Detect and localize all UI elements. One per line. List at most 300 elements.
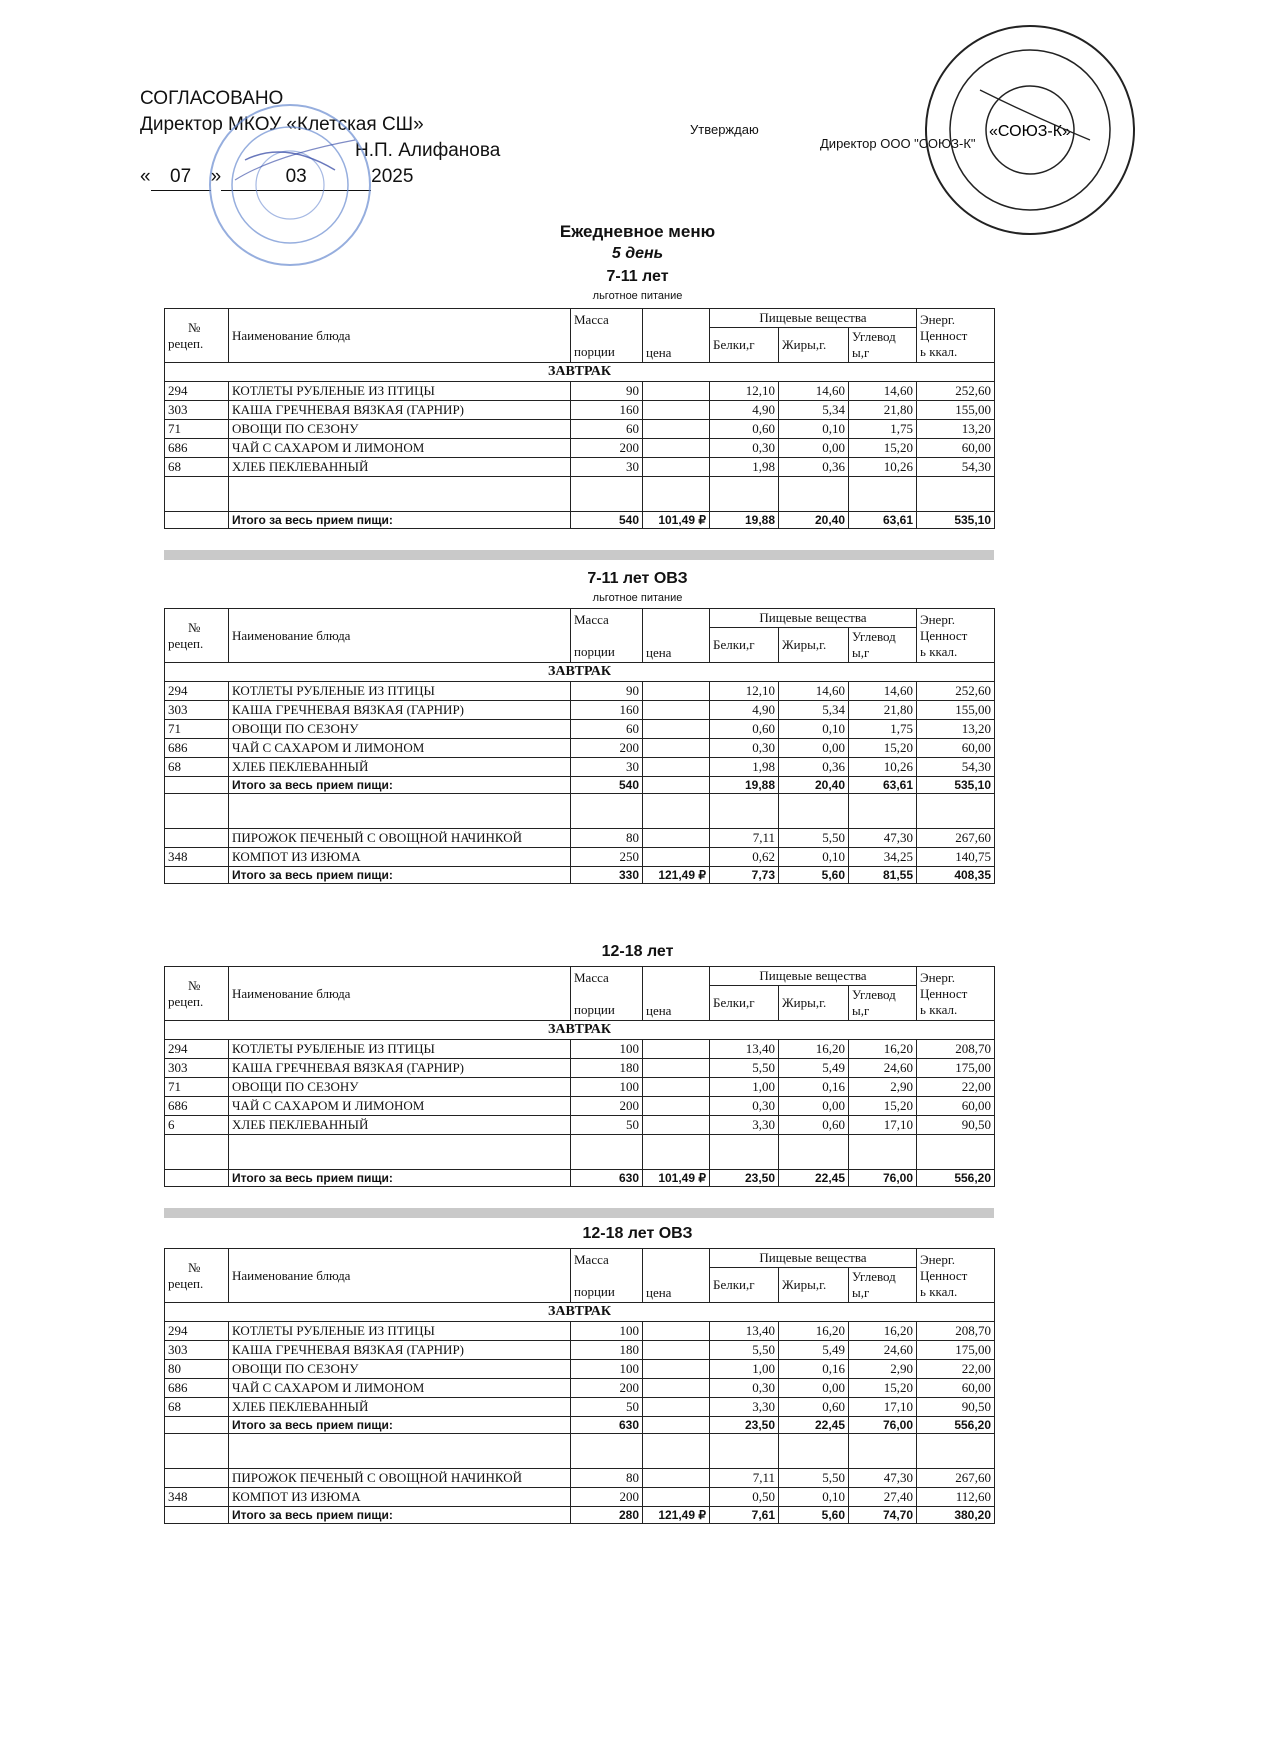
- col-mass-line1: Масса: [574, 611, 609, 627]
- table-row: [165, 682, 995, 701]
- total-spacer-cell: [165, 512, 229, 529]
- extra-total-row: [165, 867, 995, 884]
- blank-cell: [571, 477, 643, 512]
- total-mass: 540: [571, 512, 643, 529]
- col-fat-header: Жиры,г.: [779, 328, 849, 363]
- table-row: [165, 1097, 995, 1116]
- blank-cell: [643, 477, 710, 512]
- total-carb: 63,61: [849, 512, 917, 529]
- meal-row: [165, 663, 995, 682]
- price-cell: [643, 439, 710, 458]
- col-name-header: Наименование блюда: [229, 967, 571, 1021]
- total-spacer-cell: [165, 1170, 229, 1187]
- total-energy: 535,10: [917, 777, 995, 794]
- col-protein-header: Белки,г: [710, 1268, 779, 1303]
- price-cell: [643, 1322, 710, 1341]
- blank-cell: [165, 1434, 229, 1469]
- recipe-number-cell: 71: [165, 720, 229, 739]
- fat-cell: 14,60: [779, 682, 849, 701]
- portion-mass-cell: 200: [571, 1379, 643, 1398]
- total-spacer-cell: [165, 1507, 229, 1524]
- col-mass-line2: порции: [574, 343, 615, 359]
- table-row: [165, 848, 995, 867]
- recipe-number-cell: 68: [165, 458, 229, 477]
- col-rec-header: [165, 609, 229, 663]
- col-carb-line1: Углевод: [852, 1269, 896, 1284]
- blank-row: [165, 1434, 995, 1469]
- protein-cell: 1,00: [710, 1360, 779, 1379]
- price-cell: [643, 1116, 710, 1135]
- portion-mass-cell: 80: [571, 1469, 643, 1488]
- col-energy-line3: ь ккал.: [920, 643, 958, 659]
- date-month: 03: [221, 164, 371, 191]
- total-protein: 19,88: [710, 777, 779, 794]
- recipe-number-cell: 68: [165, 1398, 229, 1417]
- recipe-number-cell: 68: [165, 758, 229, 777]
- recipe-number-cell: 294: [165, 1322, 229, 1341]
- energy-cell: 60,00: [917, 1379, 995, 1398]
- portion-mass-cell: 180: [571, 1341, 643, 1360]
- carb-cell: 24,60: [849, 1341, 917, 1360]
- blank-cell: [643, 1135, 710, 1170]
- price-cell: [643, 1488, 710, 1507]
- carb-cell: 16,20: [849, 1040, 917, 1059]
- protein-cell: 7,11: [710, 829, 779, 848]
- blank-cell: [229, 1135, 571, 1170]
- blank-cell: [710, 1434, 779, 1469]
- blank-cell: [710, 1135, 779, 1170]
- portion-mass-cell: 250: [571, 848, 643, 867]
- energy-cell: 90,50: [917, 1398, 995, 1417]
- col-mass-line2: порции: [574, 1283, 615, 1299]
- total-spacer-cell: [165, 1417, 229, 1434]
- price-cell: [643, 701, 710, 720]
- table-extra-body-2: [165, 829, 995, 867]
- fat-cell: 0,00: [779, 1379, 849, 1398]
- total-protein: 7,61: [710, 1507, 779, 1524]
- total-mass: 540: [571, 777, 643, 794]
- total-protein: 23,50: [710, 1170, 779, 1187]
- carb-cell: 47,30: [849, 1469, 917, 1488]
- dish-name-cell: КОМПОТ ИЗ ИЗЮМА: [229, 848, 571, 867]
- col-energy-line3: ь ккал.: [920, 1283, 958, 1299]
- col-carb-header: [849, 328, 917, 363]
- total-fat: 5,60: [779, 867, 849, 884]
- extra-total-row: [165, 1507, 995, 1524]
- recipe-number-cell: 686: [165, 1097, 229, 1116]
- total-mass: 330: [571, 867, 643, 884]
- blank-cell: [917, 794, 995, 829]
- date-day: 07: [151, 164, 211, 191]
- total-label: Итого за весь прием пищи:: [229, 1170, 571, 1187]
- total-energy: 556,20: [917, 1417, 995, 1434]
- blank-cell: [165, 794, 229, 829]
- dish-name-cell: КОМПОТ ИЗ ИЗЮМА: [229, 1488, 571, 1507]
- col-carb-header: [849, 1268, 917, 1303]
- col-rec-header: [165, 1249, 229, 1303]
- meal-label: ЗАВТРАК: [165, 1021, 995, 1040]
- energy-cell: 175,00: [917, 1341, 995, 1360]
- recipe-number-cell: 686: [165, 1379, 229, 1398]
- price-cell: [643, 458, 710, 477]
- portion-mass-cell: 200: [571, 1488, 643, 1507]
- col-price-header: цена: [643, 967, 710, 1021]
- section-age-4: 12-18 лет ОВЗ: [582, 1225, 693, 1242]
- portion-mass-cell: 60: [571, 720, 643, 739]
- dish-name-cell: КОТЛЕТЫ РУБЛЕНЫЕ ИЗ ПТИЦЫ: [229, 382, 571, 401]
- carb-cell: 14,60: [849, 682, 917, 701]
- recipe-number-cell: [165, 1469, 229, 1488]
- energy-cell: 22,00: [917, 1078, 995, 1097]
- total-energy: 408,35: [917, 867, 995, 884]
- carb-cell: 2,90: [849, 1360, 917, 1379]
- total-price: 121,49 ₽: [643, 867, 710, 884]
- col-mass-line2: порции: [574, 1001, 615, 1017]
- meal-row: [165, 363, 995, 382]
- energy-cell: 54,30: [917, 458, 995, 477]
- doc-day: 5 день: [611, 245, 664, 262]
- energy-cell: 13,20: [917, 420, 995, 439]
- protein-cell: 5,50: [710, 1059, 779, 1078]
- right-stamp-seal: [920, 20, 1140, 240]
- price-cell: [643, 848, 710, 867]
- carb-cell: 1,75: [849, 720, 917, 739]
- col-protein-header: Белки,г: [710, 986, 779, 1021]
- col-name-header: Наименование блюда: [229, 309, 571, 363]
- blank-cell: [779, 794, 849, 829]
- protein-cell: 7,11: [710, 1469, 779, 1488]
- section-age-1: 7-11 лет: [606, 268, 669, 285]
- portion-mass-cell: 60: [571, 420, 643, 439]
- approve-label: Утверждаю: [690, 122, 759, 137]
- table-body-1: [165, 382, 995, 477]
- blank-cell: [710, 477, 779, 512]
- energy-cell: 155,00: [917, 401, 995, 420]
- total-carb: 76,00: [849, 1170, 917, 1187]
- dish-name-cell: ЧАЙ С САХАРОМ И ЛИМОНОМ: [229, 1379, 571, 1398]
- carb-cell: 1,75: [849, 420, 917, 439]
- total-price: 101,49 ₽: [643, 1170, 710, 1187]
- table-header-row: [165, 967, 995, 986]
- portion-mass-cell: 100: [571, 1078, 643, 1097]
- col-energy-line2: Ценност: [920, 985, 968, 1001]
- table-row: [165, 1398, 995, 1417]
- total-row: [165, 777, 995, 794]
- recipe-number-cell: 71: [165, 420, 229, 439]
- section-subtitle-2: льготное питание: [592, 592, 683, 604]
- total-fat: 22,45: [779, 1170, 849, 1187]
- approval-date: « 07 » 03 2025: [140, 164, 500, 191]
- protein-cell: 4,90: [710, 401, 779, 420]
- total-protein: 19,88: [710, 512, 779, 529]
- col-protein-header: Белки,г: [710, 628, 779, 663]
- protein-cell: 0,60: [710, 720, 779, 739]
- approval-heading: СОГЛАСОВАНО: [140, 88, 284, 109]
- dish-name-cell: КАША ГРЕЧНЕВАЯ ВЯЗКАЯ (ГАРНИР): [229, 401, 571, 420]
- blank-cell: [710, 794, 779, 829]
- col-protein-header: Белки,г: [710, 328, 779, 363]
- portion-mass-cell: 160: [571, 701, 643, 720]
- dish-name-cell: КОТЛЕТЫ РУБЛЕНЫЕ ИЗ ПТИЦЫ: [229, 1040, 571, 1059]
- fat-cell: 5,34: [779, 701, 849, 720]
- total-price: 101,49 ₽: [643, 512, 710, 529]
- col-rec-line2: рецеп.: [168, 993, 204, 1009]
- carb-cell: 21,80: [849, 701, 917, 720]
- col-energy-header: [917, 309, 995, 363]
- price-cell: [643, 1040, 710, 1059]
- protein-cell: 0,30: [710, 739, 779, 758]
- portion-mass-cell: 160: [571, 401, 643, 420]
- table-row: [165, 758, 995, 777]
- protein-cell: 1,98: [710, 758, 779, 777]
- protein-cell: 0,30: [710, 1379, 779, 1398]
- protein-cell: 13,40: [710, 1040, 779, 1059]
- col-rec-header: [165, 309, 229, 363]
- dish-name-cell: ОВОЩИ ПО СЕЗОНУ: [229, 720, 571, 739]
- col-mass-line1: Масса: [574, 311, 609, 327]
- col-mass-line1: Масса: [574, 1251, 609, 1267]
- svg-text:«СОЮЗ-К»: «СОЮЗ-К»: [989, 123, 1071, 140]
- carb-cell: 17,10: [849, 1398, 917, 1417]
- blank-cell: [917, 1434, 995, 1469]
- table-header-row: [165, 609, 995, 628]
- protein-cell: 12,10: [710, 682, 779, 701]
- table-row: [165, 1078, 995, 1097]
- protein-cell: 0,62: [710, 848, 779, 867]
- col-mass-line1: Масса: [574, 969, 609, 985]
- carb-cell: 15,20: [849, 1097, 917, 1116]
- recipe-number-cell: 303: [165, 401, 229, 420]
- doc-title: Ежедневное меню: [559, 222, 716, 241]
- col-mass-header: [571, 309, 643, 363]
- col-rec-line2: рецеп.: [168, 335, 204, 351]
- col-carb-line1: Углевод: [852, 987, 896, 1002]
- table-header-row: [165, 309, 995, 328]
- table-row: [165, 1379, 995, 1398]
- recipe-number-cell: 303: [165, 701, 229, 720]
- approval-position: Директор МКОУ «Клетская СШ»: [140, 114, 424, 135]
- price-cell: [643, 1097, 710, 1116]
- fat-cell: 5,49: [779, 1341, 849, 1360]
- portion-mass-cell: 100: [571, 1360, 643, 1379]
- price-cell: [643, 739, 710, 758]
- blank-cell: [849, 794, 917, 829]
- fat-cell: 16,20: [779, 1040, 849, 1059]
- total-spacer-cell: [165, 777, 229, 794]
- fat-cell: 0,10: [779, 1488, 849, 1507]
- price-cell: [643, 1059, 710, 1078]
- table-body-2: [165, 682, 995, 777]
- carb-cell: 16,20: [849, 1322, 917, 1341]
- right-stamp: [920, 20, 1140, 240]
- col-energy-line1: Энерг.: [920, 311, 955, 327]
- section-age-2: 7-11 лет ОВЗ: [587, 570, 688, 587]
- recipe-number-cell: 80: [165, 1360, 229, 1379]
- portion-mass-cell: 50: [571, 1398, 643, 1417]
- recipe-number-cell: 71: [165, 1078, 229, 1097]
- dish-name-cell: ПИРОЖОК ПЕЧЕНЫЙ С ОВОЩНОЙ НАЧИНКОЙ: [229, 1469, 571, 1488]
- protein-cell: 12,10: [710, 382, 779, 401]
- protein-cell: 5,50: [710, 1341, 779, 1360]
- recipe-number-cell: 294: [165, 682, 229, 701]
- col-carb-header: [849, 628, 917, 663]
- dish-name-cell: ХЛЕБ ПЕКЛЕВАННЫЙ: [229, 1398, 571, 1417]
- fat-cell: 0,10: [779, 720, 849, 739]
- col-carb-header: [849, 986, 917, 1021]
- recipe-number-cell: 686: [165, 739, 229, 758]
- col-carb-line2: ы,г: [852, 645, 870, 660]
- col-mass-header: [571, 1249, 643, 1303]
- total-row: [165, 1417, 995, 1434]
- fat-cell: 5,34: [779, 401, 849, 420]
- col-name-header: Наименование блюда: [229, 1249, 571, 1303]
- price-cell: [643, 758, 710, 777]
- recipe-number-cell: 303: [165, 1059, 229, 1078]
- col-energy-line1: Энерг.: [920, 969, 955, 985]
- col-rec-line2: рецеп.: [168, 1275, 204, 1291]
- separator-bar: [164, 1208, 994, 1218]
- blank-cell: [849, 1434, 917, 1469]
- col-rec-header: [165, 967, 229, 1021]
- table-row: [165, 829, 995, 848]
- carb-cell: 14,60: [849, 382, 917, 401]
- col-carb-line2: ы,г: [852, 1285, 870, 1300]
- dish-name-cell: КОТЛЕТЫ РУБЛЕНЫЕ ИЗ ПТИЦЫ: [229, 1322, 571, 1341]
- fat-cell: 16,20: [779, 1322, 849, 1341]
- table-row: [165, 1341, 995, 1360]
- total-carb: 74,70: [849, 1507, 917, 1524]
- col-carb-line2: ы,г: [852, 1003, 870, 1018]
- blank-cell: [229, 1434, 571, 1469]
- fat-cell: 0,10: [779, 420, 849, 439]
- blank-row: [165, 1135, 995, 1170]
- dish-name-cell: ОВОЩИ ПО СЕЗОНУ: [229, 420, 571, 439]
- col-rec-line1: №: [188, 977, 201, 993]
- total-price: 121,49 ₽: [643, 1507, 710, 1524]
- price-cell: [643, 382, 710, 401]
- total-protein: 23,50: [710, 1417, 779, 1434]
- energy-cell: 60,00: [917, 739, 995, 758]
- fat-cell: 0,00: [779, 739, 849, 758]
- blank-cell: [779, 1135, 849, 1170]
- energy-cell: 267,60: [917, 1469, 995, 1488]
- col-name-header: Наименование блюда: [229, 609, 571, 663]
- dish-name-cell: ПИРОЖОК ПЕЧЕНЫЙ С ОВОЩНОЙ НАЧИНКОЙ: [229, 829, 571, 848]
- bleed-through-footer: [100, 1640, 106, 1666]
- fat-cell: 0,00: [779, 1097, 849, 1116]
- col-rec-line1: №: [188, 619, 201, 635]
- recipe-number-cell: 6: [165, 1116, 229, 1135]
- col-mass-header: [571, 609, 643, 663]
- col-rec-line1: №: [188, 1259, 201, 1275]
- total-mass: 630: [571, 1170, 643, 1187]
- blank-cell: [779, 477, 849, 512]
- energy-cell: 60,00: [917, 439, 995, 458]
- carb-cell: 10,26: [849, 458, 917, 477]
- menu-table-2: [164, 608, 995, 884]
- fat-cell: 0,10: [779, 848, 849, 867]
- total-label: Итого за весь прием пищи:: [229, 867, 571, 884]
- blank-cell: [643, 1434, 710, 1469]
- menu-table-4: [164, 1248, 995, 1524]
- dish-name-cell: КАША ГРЕЧНЕВАЯ ВЯЗКАЯ (ГАРНИР): [229, 1059, 571, 1078]
- energy-cell: 155,00: [917, 701, 995, 720]
- carb-cell: 27,40: [849, 1488, 917, 1507]
- recipe-number-cell: 686: [165, 439, 229, 458]
- price-cell: [643, 682, 710, 701]
- total-fat: 20,40: [779, 512, 849, 529]
- energy-cell: 208,70: [917, 1322, 995, 1341]
- recipe-number-cell: 348: [165, 1488, 229, 1507]
- carb-cell: 47,30: [849, 829, 917, 848]
- carb-cell: 24,60: [849, 1059, 917, 1078]
- energy-cell: 60,00: [917, 1097, 995, 1116]
- total-energy: 556,20: [917, 1170, 995, 1187]
- protein-cell: 3,30: [710, 1398, 779, 1417]
- blank-cell: [229, 794, 571, 829]
- col-fat-header: Жиры,г.: [779, 628, 849, 663]
- protein-cell: 0,50: [710, 1488, 779, 1507]
- col-nutrients-header: Пищевые вещества: [710, 1249, 917, 1268]
- portion-mass-cell: 30: [571, 758, 643, 777]
- col-mass-header: [571, 967, 643, 1021]
- col-nutrients-header: Пищевые вещества: [710, 609, 917, 628]
- table-body-3: [165, 1040, 995, 1135]
- table-row: [165, 1059, 995, 1078]
- carb-cell: 2,90: [849, 1078, 917, 1097]
- col-rec-line1: №: [188, 319, 201, 335]
- col-price-header: цена: [643, 1249, 710, 1303]
- portion-mass-cell: 90: [571, 682, 643, 701]
- dish-name-cell: ХЛЕБ ПЕКЛЕВАННЫЙ: [229, 458, 571, 477]
- total-energy: 380,20: [917, 1507, 995, 1524]
- protein-cell: 4,90: [710, 701, 779, 720]
- blank-cell: [779, 1434, 849, 1469]
- date-year: 2025: [371, 166, 414, 187]
- total-row: [165, 1170, 995, 1187]
- table-row: [165, 701, 995, 720]
- col-carb-line1: Углевод: [852, 629, 896, 644]
- total-energy: 535,10: [917, 512, 995, 529]
- col-carb-line1: Углевод: [852, 329, 896, 344]
- price-cell: [643, 420, 710, 439]
- section-subtitle-1: льготное питание: [592, 290, 683, 302]
- portion-mass-cell: 80: [571, 829, 643, 848]
- total-fat: 22,45: [779, 1417, 849, 1434]
- meal-row: [165, 1303, 995, 1322]
- total-carb: 81,55: [849, 867, 917, 884]
- dish-name-cell: КОТЛЕТЫ РУБЛЕНЫЕ ИЗ ПТИЦЫ: [229, 682, 571, 701]
- portion-mass-cell: 200: [571, 439, 643, 458]
- dish-name-cell: КАША ГРЕЧНЕВАЯ ВЯЗКАЯ (ГАРНИР): [229, 1341, 571, 1360]
- carb-cell: 15,20: [849, 739, 917, 758]
- price-cell: [643, 1078, 710, 1097]
- table-row: [165, 1116, 995, 1135]
- energy-cell: 252,60: [917, 382, 995, 401]
- separator-bar: [164, 550, 994, 560]
- col-energy-line2: Ценност: [920, 327, 968, 343]
- dish-name-cell: ХЛЕБ ПЕКЛЕВАННЫЙ: [229, 758, 571, 777]
- carb-cell: 10,26: [849, 758, 917, 777]
- fat-cell: 0,60: [779, 1116, 849, 1135]
- total-label: Итого за весь прием пищи:: [229, 1507, 571, 1524]
- blank-cell: [849, 1135, 917, 1170]
- col-rec-line2: рецеп.: [168, 635, 204, 651]
- approve-title: Директор ООО "СОЮЗ-К": [820, 136, 976, 151]
- portion-mass-cell: 90: [571, 382, 643, 401]
- recipe-number-cell: 294: [165, 1040, 229, 1059]
- total-protein: 7,73: [710, 867, 779, 884]
